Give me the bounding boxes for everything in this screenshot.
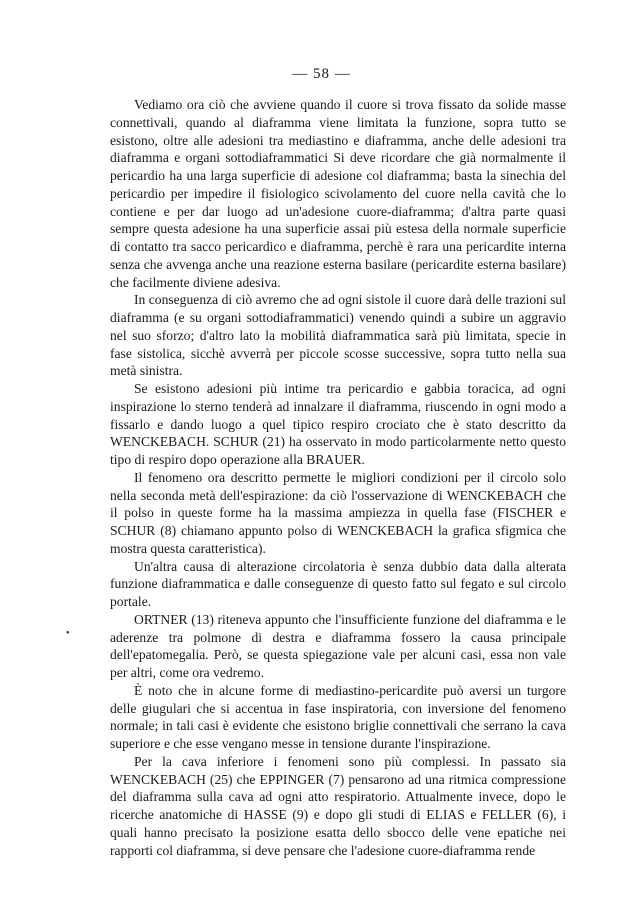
- paragraph: In conseguenza di ciò avremo che ad ogni sistole il cuore darà delle trazioni sul diaframma (e su organi sottodiaframmatici) venendo quindi a subire un aggravio nel suo sforzo; d'altro lato la mobilità diaframmatica sarà più limitata, specie in fase sistolica, sicchè avverrà per piccole scosse successive, sopra tutto nella sua metà sinistra.: [110, 292, 566, 379]
- paragraph: Il fenomeno ora descritto permette le migliori condizioni per il circolo solo nella seconda metà dell'espirazione: da ciò l'osservazione di WENCKEBACH che il polso in queste forme ha la massima ampiezza in quella fase (FISCHER e SCHUR (8) chiamano appunto polso di WENCKEBACH la grafica sfigmica che mostra questa caratteristica).: [110, 469, 566, 556]
- paragraph: È noto che in alcune forme di mediastino-pericardite può aversi un turgore delle giugulari che si accentua in fase inspiratoria, con inversione del fenomeno normale; in tali casi è evidente che esistono briglie connettivali che serrano la cava superiore e che esse vengano messe in tensione durante l'inspirazione.: [110, 682, 566, 751]
- paragraph: Se esistono adesioni più intime tra pericardio e gabbia toracica, ad ogni inspirazione lo sterno tenderà ad innalzare il diaframma, riuscendo in ogni modo a fissarlo e dando luogo a quel tipico respiro crociato che è stato descritto da WENCKEBACH. SCHUR (21) ha osservato in modo particolarmente netto questo tipo di respiro dopo operazione alla BRAUER.: [110, 381, 566, 467]
- paragraph: ORTNER (13) riteneva appunto che l'insufficiente funzione del diaframma e le aderenze tra polmone di destra e diaframma fossero la causa principale dell'epatomegalia. Però, se questa spiegazione vale per alcuni casi, essa non vale per altri, come ora vedremo.: [110, 611, 566, 680]
- paragraph: Un'altra causa di alterazione circolatoria è senza dubbio data dalla alterata funzione diaframmatica e dalle conseguenze di questo fatto sul fegato e sul circolo portale.: [110, 558, 566, 609]
- margin-mark: •: [66, 628, 70, 639]
- paragraph: Per la cava inferiore i fenomeni sono più complessi. In passato sia WENCKEBACH (25) che EPPINGER (7) pensarono ad una ritmica compressione del diaframma sulla cava ad ogni atto respiratorio. Attualmente invece, dopo le ricerche anatomiche di HASSE (9) e dopo gli studi di ELIAS e FELLER (6), i quali hanno precisato la posizione esatta dello sbocco delle vene epatiche nei rapporti col diaframma, si deve pensare che l'adesione cuore-diaframma rende: [110, 753, 566, 858]
- page-number: — 58 —: [292, 66, 351, 82]
- paragraph: Vediamo ora ciò che avviene quando il cuore si trova fissato da solide masse connettivali, quando al diaframma viene limitata la funzione, sopra tutto se esistono, oltre alle adesioni tra mediastino e diaframma, anche delle adesioni tra diaframma e organi sottodiaframmatici Si deve ricordare che già normalmente il pericardio ha una larga superficie di adesione col diaframma; basta la sinechia del pericardio per impedire il fisiologico scivolamento del cuore nella cavità che lo contiene e per dar luogo ad un'adesione cuore-diaframma; d'altra parte quasi sempre questa adesione ha una superficie assai più estesa della normale superficie di contatto tra sacco pericardico e diaframma, perchè è rara una pericardite interna senza che avvenga anche una reazione esterna basilare (pericardite esterna basilare) che facilmente diviene adesiva.: [110, 97, 566, 290]
- body-text: [110, 96, 566, 859]
